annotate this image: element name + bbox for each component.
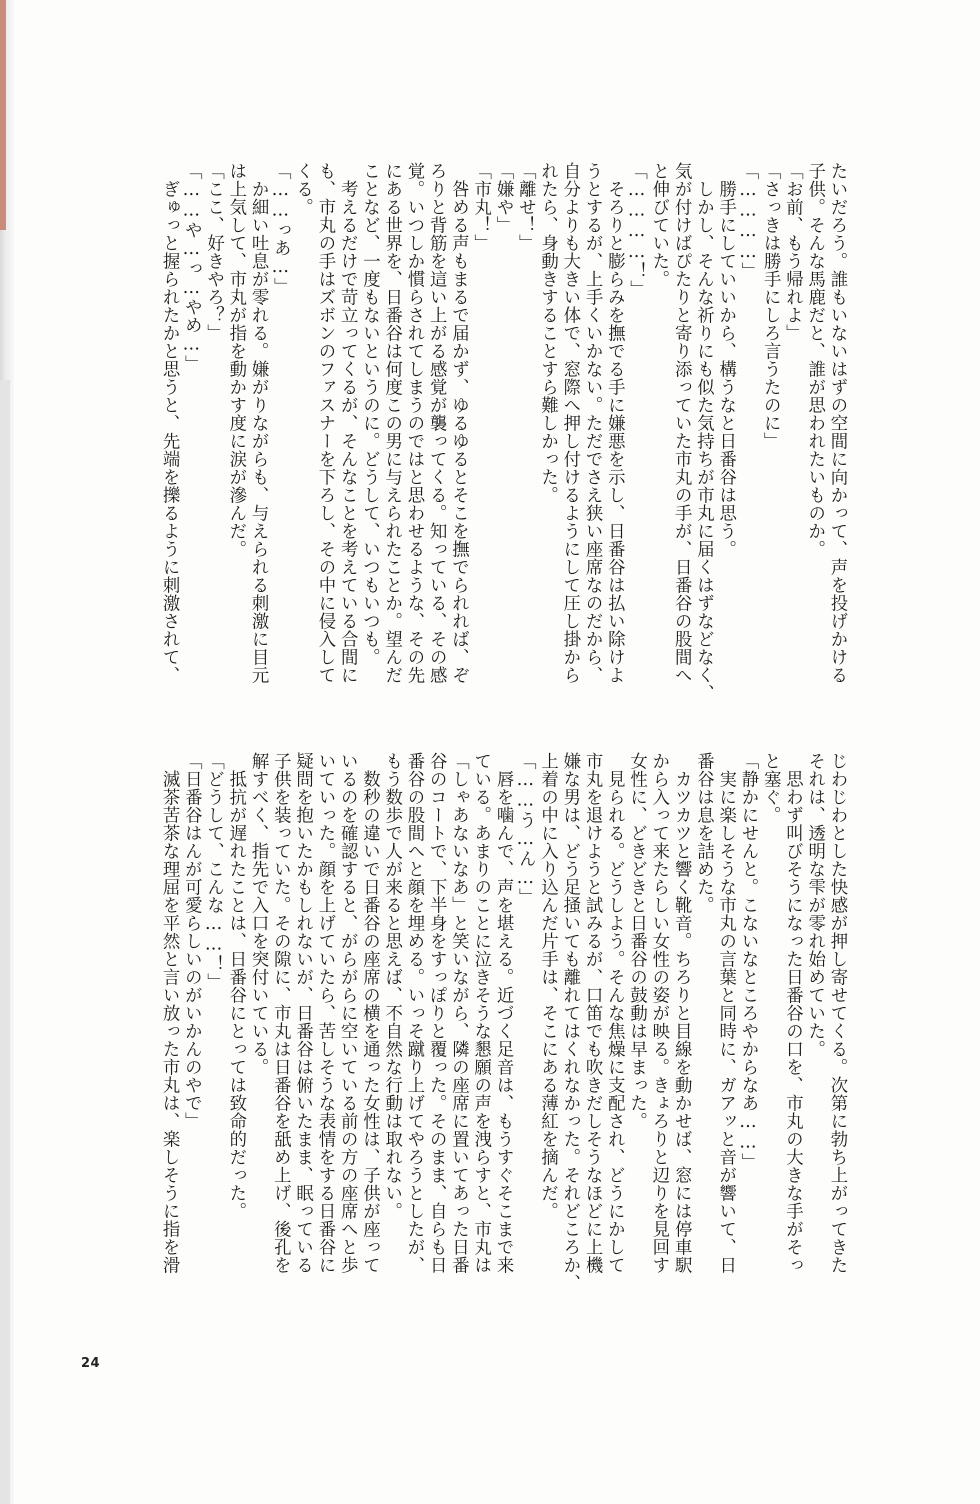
text-line: れたら、身動きすることすら難しかった。 xyxy=(537,162,558,504)
lower-text-block xyxy=(155,752,845,1312)
text-line: うとするが、上手くいかない。ただでさえ狭い座席なのだから、 xyxy=(582,162,603,684)
text-line: から入って来たらしい女性の姿が映る。きょろりと辺りを見回す xyxy=(648,752,669,1274)
text-line: 「しゃあないなあ」と笑いながら、隣の座席に置いてあった日番 xyxy=(448,752,469,1274)
text-line: そろりと膨らみを撫でる手に嫌悪を示し、日番谷は払い除けよ xyxy=(604,162,625,684)
text-line: 女性に、どきどきと日番谷の鼓動は早まった。 xyxy=(626,752,647,1130)
text-line: 勝手にしていいから、構うなと日番谷は思う。 xyxy=(715,162,736,558)
text-line: 嫌な男は、どう足掻いても離れてはくれなかった。それどころか、 xyxy=(559,752,580,1292)
text-line: 実に楽しそうな市丸の言葉と同時に、ガアッと音が響いて、日 xyxy=(715,752,736,1274)
text-line: 解すべく、指先で入口を突付いている。 xyxy=(248,752,269,1076)
text-line: 「嫌や」 xyxy=(493,162,514,234)
text-line: 子供。そんな馬鹿だと、誰が思われたいものか。 xyxy=(804,162,825,558)
text-line: ている。あまりのことに泣きそうな懇願の声を洩らすと、市丸は xyxy=(470,752,491,1274)
text-line: 覚。いつしか慣らされてしまうのではと思わせるような、その先 xyxy=(403,162,424,684)
text-line: 番谷の股間へと顔を埋める。いっそ蹴り上げてやろうとしたが、 xyxy=(403,752,424,1274)
text-line: にある世界を、日番谷は何度この男に与えられたことか。望んだ xyxy=(381,162,402,684)
text-line: も、市丸の手はズボンのファスナーを下ろし、その中に侵入して xyxy=(314,162,335,684)
text-line: それは、透明な雫が零れ始めていた。 xyxy=(804,752,825,1058)
text-line: じわじわとした快感が押し寄せてくる。次第に勃ち上がってきた xyxy=(827,752,847,1274)
text-line: 「ここ、好きやろ？」 xyxy=(203,162,224,342)
text-line: 唇を噛んで、声を堪える。近づく足音は、もうすぐそこまで来 xyxy=(493,752,514,1274)
text-line: ことなど、一度もないというのに。どうして、いつもいつも。 xyxy=(359,162,380,666)
text-line: 「…………」 xyxy=(737,162,758,281)
upper-text-block xyxy=(155,162,845,710)
text-line: 谷のコートで、下半身をすっぽりと覆った。そのまま、自らも日 xyxy=(426,752,447,1274)
text-line: 自分よりも大きい体で、窓際へ押し付けるようにして圧し掛から xyxy=(559,162,580,684)
text-line: しかし、そんな祈りにも似た気持ちが市丸に届くはずなどなく、 xyxy=(693,162,714,702)
text-line: 「……っあ…」 xyxy=(270,162,291,296)
text-line: 数秒の違いで日番谷の座席の横を通った女性は、子供が座って xyxy=(359,752,380,1274)
fold-shadow xyxy=(0,380,10,1504)
text-line: カツカツと響く靴音。ちろりと目線を動かせば、窓には停車駅 xyxy=(671,752,692,1274)
text-line: いるのを確認すると、がらがらに空いている前の方の座席へと歩 xyxy=(337,752,358,1274)
text-line: 思わず叫びそうになった日番谷の口を、市丸の大きな手がそっ xyxy=(782,752,803,1274)
text-line: 上着の中に入り込んだ片手は、そこにある薄紅を摘んだ。 xyxy=(537,752,558,1220)
text-line: 見られる。どうしよう。そんな焦燥に支配され、どうにかして xyxy=(604,752,625,1274)
text-line: 「…………！」 xyxy=(626,162,647,299)
text-line: 「どうして、こんな……！」 xyxy=(203,752,224,992)
text-line: もう数歩で人が来ると思えば、不自然な行動は取れない。 xyxy=(381,752,402,1220)
text-line: ぎゅっと握られたかと思うと、先端を擽るように刺激されて、 xyxy=(159,162,180,684)
page-number: 24 xyxy=(81,1356,101,1371)
text-line: ろりと背筋を這い上がる感覚が襲ってくる。知っている、その感 xyxy=(426,162,447,684)
text-line: 「日番谷はんが可愛らしいのがいかんのやで」 xyxy=(181,752,202,1130)
text-line: 「さっきは勝手にしろ言うたのに」 xyxy=(760,162,781,450)
text-line: 気が付けばぴたりと寄り添っていた市丸の手が、日番谷の股間へ xyxy=(671,162,692,684)
text-line: 「静かにせんと。こないなところやからなあ……」 xyxy=(737,752,758,1172)
text-line: 「市丸！」 xyxy=(470,162,491,252)
text-line: 疑問を抱いたかもしれないが、日番谷は俯いたまま、眠っている xyxy=(292,752,313,1274)
text-line: 「お前、もう帰れよ」 xyxy=(782,162,803,342)
text-line: 「離せ！」 xyxy=(515,162,536,252)
binding-mark xyxy=(0,0,6,230)
text-line: と伸びていた。 xyxy=(648,162,669,288)
text-line: いていった。顔を上げていたら、苦しそうな表情をする日番谷に xyxy=(314,752,335,1274)
text-line: 番谷は息を詰めた。 xyxy=(693,752,714,914)
text-line: 考えるだけで苛立ってくるが、そんなことを考えている合間に xyxy=(337,162,358,684)
text-line: 「……う…ん…」 xyxy=(515,752,536,907)
text-line: 滅茶苦茶な理屈を平然と言い放った市丸は、楽しそうに指を滑 xyxy=(159,752,180,1274)
text-line: か細い吐息が零れる。嫌がりながらも、与えられる刺激に目元 xyxy=(248,162,269,684)
text-line: は上気して、市丸が指を動かす度に涙が滲んだ。 xyxy=(225,162,246,558)
text-line: 市丸を退けようと試みるが、口笛でも吹きだしそうなほどに上機 xyxy=(582,752,603,1274)
text-line: くる。 xyxy=(292,162,313,216)
text-line: 咎める声もまるで届かず、ゆるゆるとそこを撫でられれば、ぞ xyxy=(448,162,469,684)
text-line: たいだろう。誰もいないはずの空間に向かって、声を投げかける xyxy=(827,162,847,684)
text-line: と塞ぐ。 xyxy=(760,752,781,824)
text-line: 子供を装っていた。その隙に、市丸は日番谷を舐め上げ、後孔を xyxy=(270,752,291,1274)
text-line: 「……や…っ…やめ…」 xyxy=(181,162,202,373)
text-line: 抵抗が遅れたことは、日番谷にとっては致命的だった。 xyxy=(225,752,246,1220)
